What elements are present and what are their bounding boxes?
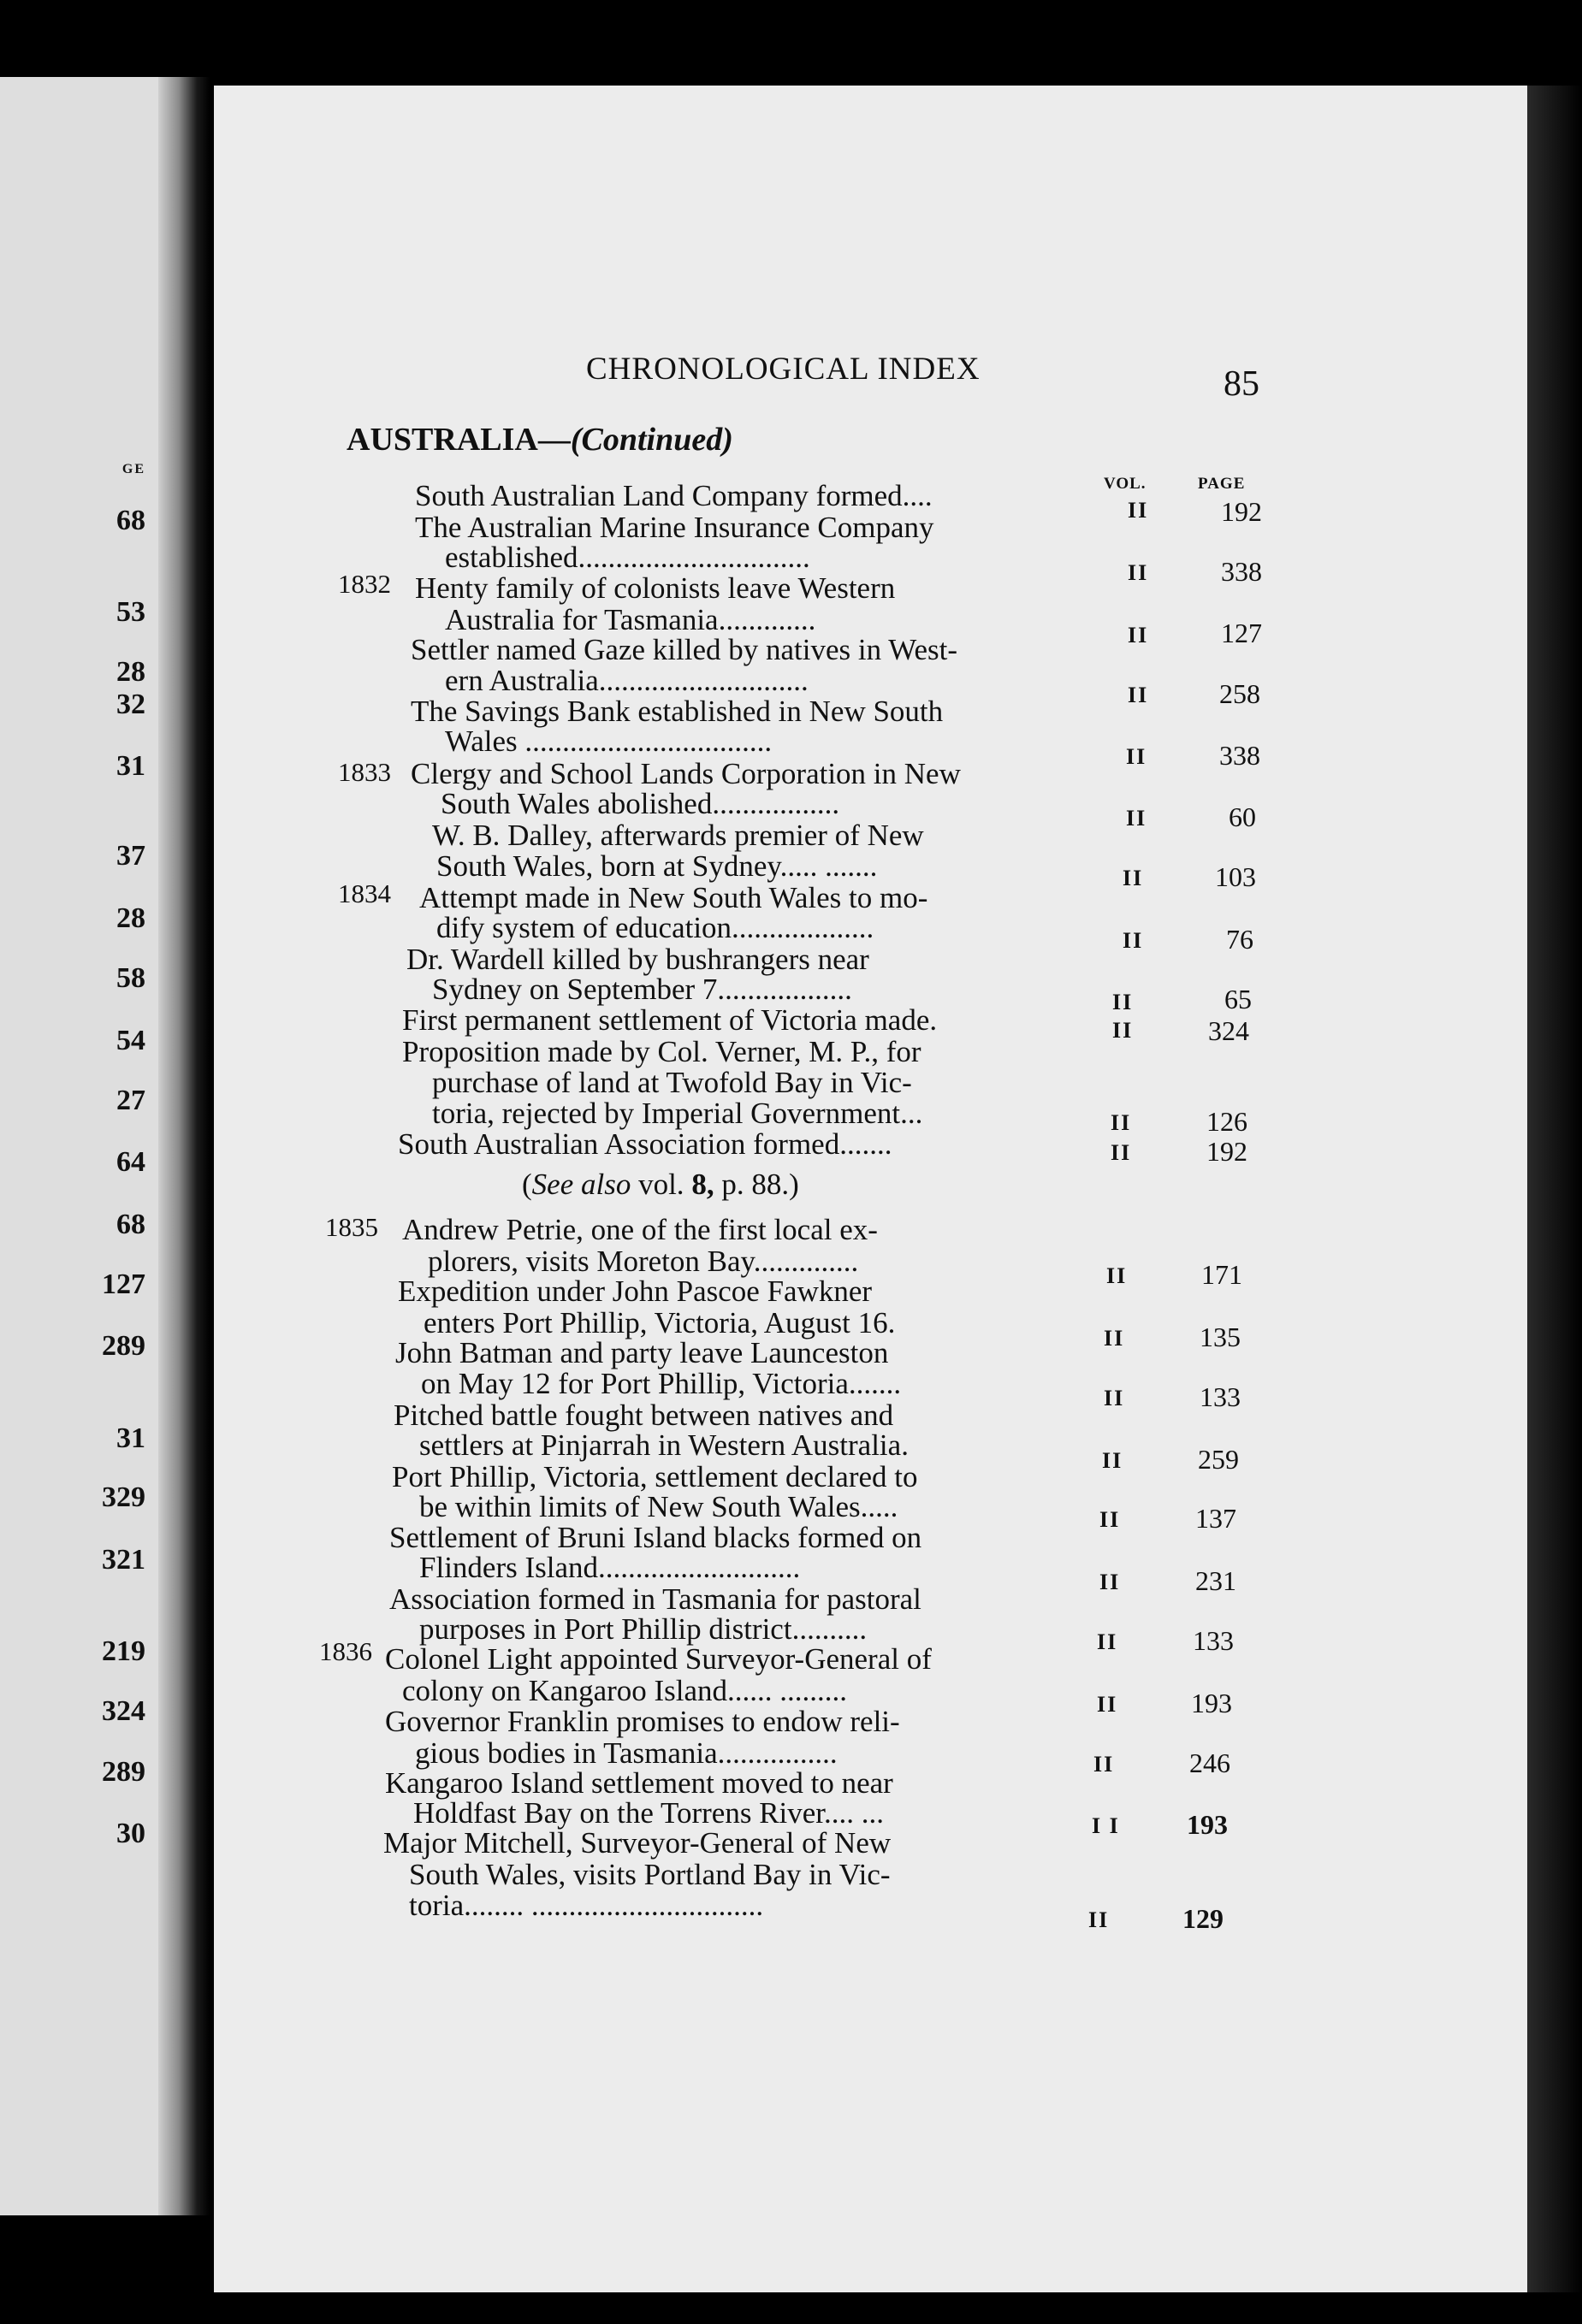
entry-vol: II <box>1126 744 1147 769</box>
entry-vol: II <box>1104 1386 1125 1410</box>
entry-line: Attempt made in New South Wales to mo- <box>419 881 928 914</box>
entry-line: South Wales, born at Sydney..... ....... <box>436 849 878 883</box>
facing-page-number: 219 <box>102 1635 145 1667</box>
page-column-heading: PAGE <box>1198 475 1246 493</box>
entry-line: toria, rejected by Imperial Government... <box>432 1097 923 1130</box>
entry-line: Andrew Petrie, one of the first local ex- <box>402 1213 878 1246</box>
facing-page-number: 321 <box>102 1544 145 1576</box>
entry-vol: II <box>1088 1907 1110 1932</box>
page <box>214 86 1527 2292</box>
entry-page: 171 <box>1201 1259 1242 1290</box>
entry-line: be within limits of New South Wales..... <box>419 1490 898 1523</box>
see-also-volume: 8, <box>691 1168 714 1201</box>
page-number: 85 <box>1224 364 1259 404</box>
facing-page-number: 37 <box>116 840 145 872</box>
entry-line: Settlement of Bruni Island blacks formed on <box>389 1521 922 1554</box>
entry-vol: II <box>1123 866 1144 890</box>
facing-page-number: 27 <box>116 1085 145 1116</box>
entry-vol: II <box>1128 623 1149 648</box>
entry-vol: II <box>1128 560 1149 585</box>
entry-line: Australia for Tasmania............. <box>445 603 816 636</box>
entry-vol: II <box>1093 1752 1115 1777</box>
entry-vol: II <box>1111 1110 1132 1135</box>
entry-page: 258 <box>1219 678 1260 709</box>
entry-line: The Savings Bank established in New South <box>411 695 944 728</box>
entry-vol: II <box>1099 1507 1121 1532</box>
entry-line: gious bodies in Tasmania................ <box>415 1736 838 1770</box>
entry-page: 338 <box>1221 556 1262 587</box>
facing-page-number: 53 <box>116 596 145 628</box>
facing-page-number: 32 <box>116 689 145 720</box>
entry-line: The Australian Marine Insurance Company <box>415 511 934 544</box>
entry-line: Pitched battle fought between natives and <box>394 1399 894 1432</box>
entry-line: Henty family of colonists leave Western <box>415 571 896 605</box>
entry-vol: I I <box>1092 1813 1120 1838</box>
entry-year: 1832 <box>338 569 391 599</box>
entry-line: enters Port Phillip, Victoria, August 16. <box>424 1306 896 1339</box>
entry-page: 193 <box>1191 1688 1232 1718</box>
entry-line: South Wales, visits Portland Bay in Vic- <box>409 1858 891 1891</box>
entry-line: Dr. Wardell killed by bushrangers near <box>406 943 869 976</box>
entry-year: 1833 <box>338 757 391 787</box>
entry-line: toria........ ............................... <box>409 1889 764 1922</box>
section-continued: (Continued) <box>570 422 733 458</box>
entry-line: colony on Kangaroo Island...... ......... <box>402 1674 848 1707</box>
facing-page-number: 64 <box>116 1146 145 1178</box>
entry-page: 133 <box>1200 1381 1241 1412</box>
entry-line: Governor Franklin promises to endow reli- <box>385 1705 900 1738</box>
entry-vol: II <box>1111 1140 1132 1165</box>
see-also-note: (See also vol. 8, p. 88.) <box>522 1168 799 1201</box>
entry-line: Sydney on September 7.................. <box>432 973 852 1006</box>
entry-line: Colonel Light appointed Surveyor-General of <box>385 1642 932 1676</box>
entry-line: dify system of education................... <box>436 911 874 944</box>
facing-page-number: 127 <box>102 1268 145 1300</box>
entry-line: Settler named Gaze killed by natives in West- <box>411 633 957 666</box>
entry-vol: II <box>1097 1629 1118 1654</box>
facing-page-number: 289 <box>102 1330 145 1362</box>
entry-page: 127 <box>1221 618 1262 648</box>
entry-line: established............................... <box>445 541 810 574</box>
entry-line: South Australian Association formed....... <box>398 1127 892 1161</box>
entry-line: Association formed in Tasmania for pastoral <box>389 1582 921 1616</box>
section-name: AUSTRALIA— <box>347 422 571 458</box>
facing-page-number: 31 <box>116 1422 145 1454</box>
running-head: CHRONOLOGICAL INDEX <box>586 352 981 387</box>
entry-line: Holdfast Bay on the Torrens River.... ... <box>413 1796 885 1830</box>
entry-line: Wales ................................. <box>445 724 773 758</box>
entry-page: 103 <box>1215 861 1256 892</box>
entry-page: 60 <box>1229 801 1256 832</box>
entry-line: W. B. Dalley, afterwards premier of New <box>432 819 924 852</box>
entry-page: 259 <box>1198 1444 1239 1475</box>
facing-page-number: 329 <box>102 1481 145 1513</box>
entry-line: on May 12 for Port Phillip, Victoria....... <box>421 1367 902 1400</box>
entry-line: South Wales abolished................. <box>441 787 840 820</box>
entry-line: First permanent settlement of Victoria made. <box>402 1003 938 1037</box>
entry-line: South Australian Land Company formed.... <box>415 479 933 512</box>
section-heading <box>347 421 733 458</box>
facing-page-number: 289 <box>102 1756 145 1788</box>
page-edge-shadow <box>1527 86 1582 2292</box>
facing-page-number: 30 <box>116 1818 145 1849</box>
facing-page-number: 68 <box>116 505 145 536</box>
entry-page: 324 <box>1208 1015 1249 1046</box>
entry-year: 1834 <box>338 878 391 908</box>
entry-line: Major Mitchell, Surveyor-General of New <box>383 1826 892 1860</box>
entry-line: purposes in Port Phillip district.......... <box>419 1612 868 1646</box>
entry-page: 192 <box>1221 496 1262 527</box>
entry-page: 135 <box>1200 1322 1241 1352</box>
entry-line: Proposition made by Col. Verner, M. P., for <box>402 1035 921 1068</box>
see-also-ref: vol. <box>631 1168 692 1201</box>
entry-line: Port Phillip, Victoria, settlement declared to <box>392 1460 918 1493</box>
facing-page-number: 68 <box>116 1209 145 1240</box>
entry-page: 246 <box>1189 1747 1230 1778</box>
facing-page-number: 28 <box>116 656 145 688</box>
entry-page: 76 <box>1226 924 1253 955</box>
entry-line: Kangaroo Island settlement moved to near <box>385 1766 893 1800</box>
entry-page: 129 <box>1182 1903 1224 1934</box>
entry-line: plorers, visits Moreton Bay.............. <box>428 1245 859 1278</box>
facing-page-number: 31 <box>116 750 145 782</box>
entry-vol: II <box>1102 1448 1123 1473</box>
facing-page-number: 324 <box>102 1695 145 1727</box>
entry-line: settlers at Pinjarrah in Western Australia. <box>419 1428 909 1462</box>
facing-page-number: 28 <box>116 902 145 934</box>
facing-page-number: 54 <box>116 1025 145 1056</box>
entry-line: Clergy and School Lands Corporation in New <box>411 757 961 790</box>
entry-page: 338 <box>1219 740 1260 771</box>
entry-vol: II <box>1097 1692 1118 1717</box>
facing-page-heading: GE <box>121 462 145 476</box>
entry-line: ern Australia............................ <box>445 664 809 697</box>
entry-vol: II <box>1112 990 1134 1014</box>
entry-page: 65 <box>1224 984 1252 1014</box>
see-also-label: See also <box>531 1168 631 1201</box>
entry-line: John Batman and party leave Launceston <box>395 1336 889 1369</box>
book-gutter <box>158 77 210 2215</box>
entry-vol: II <box>1106 1263 1128 1288</box>
entry-year: 1835 <box>325 1212 378 1242</box>
entry-line: purchase of land at Twofold Bay in Vic- <box>432 1066 912 1099</box>
entry-vol: II <box>1104 1326 1125 1351</box>
entry-line: Expedition under John Pascoe Fawkner <box>398 1274 873 1308</box>
entry-page: 192 <box>1206 1136 1247 1167</box>
entry-vol: II <box>1112 1018 1134 1043</box>
entry-page: 137 <box>1195 1503 1236 1534</box>
entry-page: 231 <box>1195 1565 1236 1596</box>
vol-column-heading: VOL. <box>1104 475 1147 493</box>
entry-vol: II <box>1126 806 1147 831</box>
entry-vol: II <box>1099 1570 1121 1594</box>
entry-page: 193 <box>1187 1809 1228 1840</box>
entry-line: Flinders Island........................... <box>419 1551 801 1584</box>
see-also-page: p. 88.) <box>714 1168 799 1201</box>
entry-page: 133 <box>1193 1625 1234 1656</box>
entry-vol: II <box>1128 683 1149 707</box>
entry-year: 1836 <box>319 1636 372 1666</box>
facing-page-number: 58 <box>116 962 145 994</box>
entry-vol: II <box>1123 928 1144 953</box>
entry-vol: II <box>1128 498 1149 523</box>
entry-page: 126 <box>1206 1106 1247 1137</box>
